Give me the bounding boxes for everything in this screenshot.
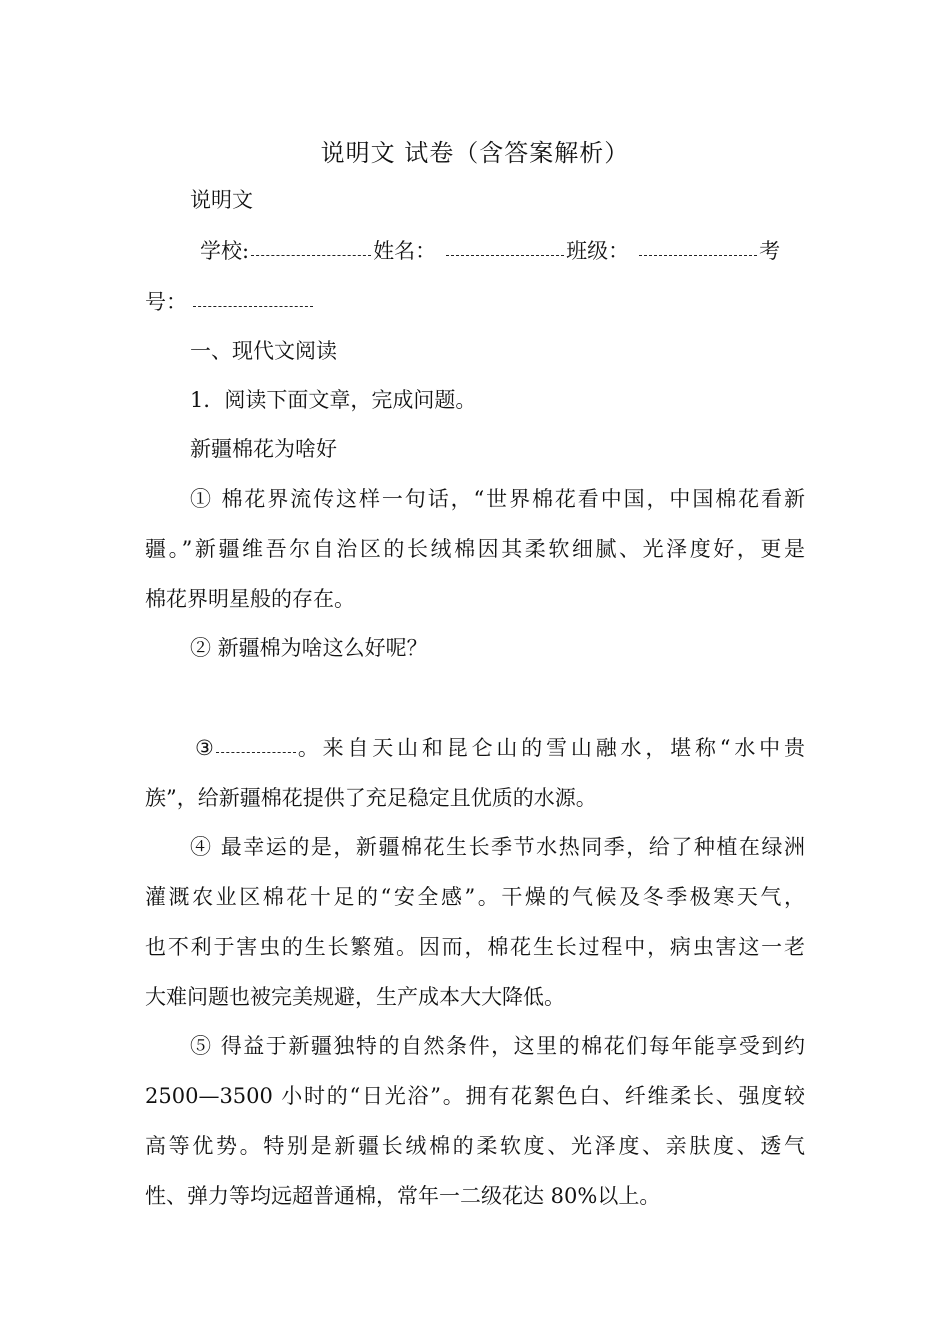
- school-blank[interactable]: [251, 255, 371, 256]
- paragraph-3-number: ③: [195, 736, 214, 760]
- paragraph-4-line-1: ④ 最幸运的是，新疆棉花生长季节水热同季，给了种植在绿洲: [190, 835, 805, 859]
- subtitle: 说明文: [190, 188, 253, 212]
- section-heading: 一、现代文阅读: [190, 339, 337, 363]
- paragraph-5-line-2: 2500—3500 小时的“日光浴”。拥有花絮色白、纤维柔长、强度较: [145, 1084, 805, 1108]
- paragraph-5-line-3: 高等优势。特别是新疆长绒棉的柔软度、光泽度、亲肤度、透气: [145, 1134, 805, 1158]
- paragraph-2: ② 新疆棉为啥这么好呢？: [190, 636, 428, 660]
- paragraph-5-line-4: 性、弹力等均远超普通棉，常年一二级花达 80%以上。: [145, 1184, 661, 1208]
- paragraph-5-line-1: ⑤ 得益于新疆独特的自然条件，这里的棉花们每年能享受到约: [190, 1034, 805, 1058]
- paragraph-4-line-4: 大难问题也被完美规避，生产成本大大降低。: [145, 985, 565, 1009]
- paragraph-4-line-3: 也不利于害虫的生长繁殖。因而，棉花生长过程中，病虫害这一老: [145, 935, 805, 959]
- paragraph-3-line-1-text: 。来自天山和昆仑山的雪山融水，堪称“水中贵: [297, 736, 805, 760]
- class-label: 班级：: [566, 239, 630, 263]
- paragraph-1-line-2: 疆。”新疆维吾尔自治区的长绒棉因其柔软细腻、光泽度好，更是: [145, 537, 805, 561]
- name-label: 姓名：: [373, 239, 437, 263]
- school-label: 学校:: [200, 239, 250, 263]
- paragraph-4-line-2: 灌溉农业区棉花十足的“安全感”。干燥的气候及冬季极寒天气，: [145, 885, 805, 909]
- question-prompt: 1．阅读下面文章，完成问题。: [190, 388, 477, 412]
- exam-number-blank[interactable]: [193, 306, 313, 307]
- article-title: 新疆棉花为啥好: [190, 437, 337, 461]
- paragraph-1-line-3: 棉花界明星般的存在。: [145, 587, 355, 611]
- paragraph-3-blank[interactable]: [216, 752, 296, 753]
- exam-number-label-part1: 考: [759, 239, 781, 263]
- exam-number-label-part2: 号：: [145, 290, 187, 314]
- paragraph-3-line-1: [195, 733, 805, 763]
- paragraph-3-line-2: 族”，给新疆棉花提供了充足稳定且优质的水源。: [145, 786, 597, 810]
- student-info-row: [200, 236, 805, 266]
- name-blank[interactable]: [446, 255, 564, 256]
- paragraph-1-line-1: ① 棉花界流传这样一句话，“世界棉花看中国，中国棉花看新: [190, 487, 805, 511]
- exam-number-row: [145, 287, 805, 317]
- page-title: 说明文 试卷（含答案解析）: [320, 139, 630, 167]
- class-blank[interactable]: [639, 255, 757, 256]
